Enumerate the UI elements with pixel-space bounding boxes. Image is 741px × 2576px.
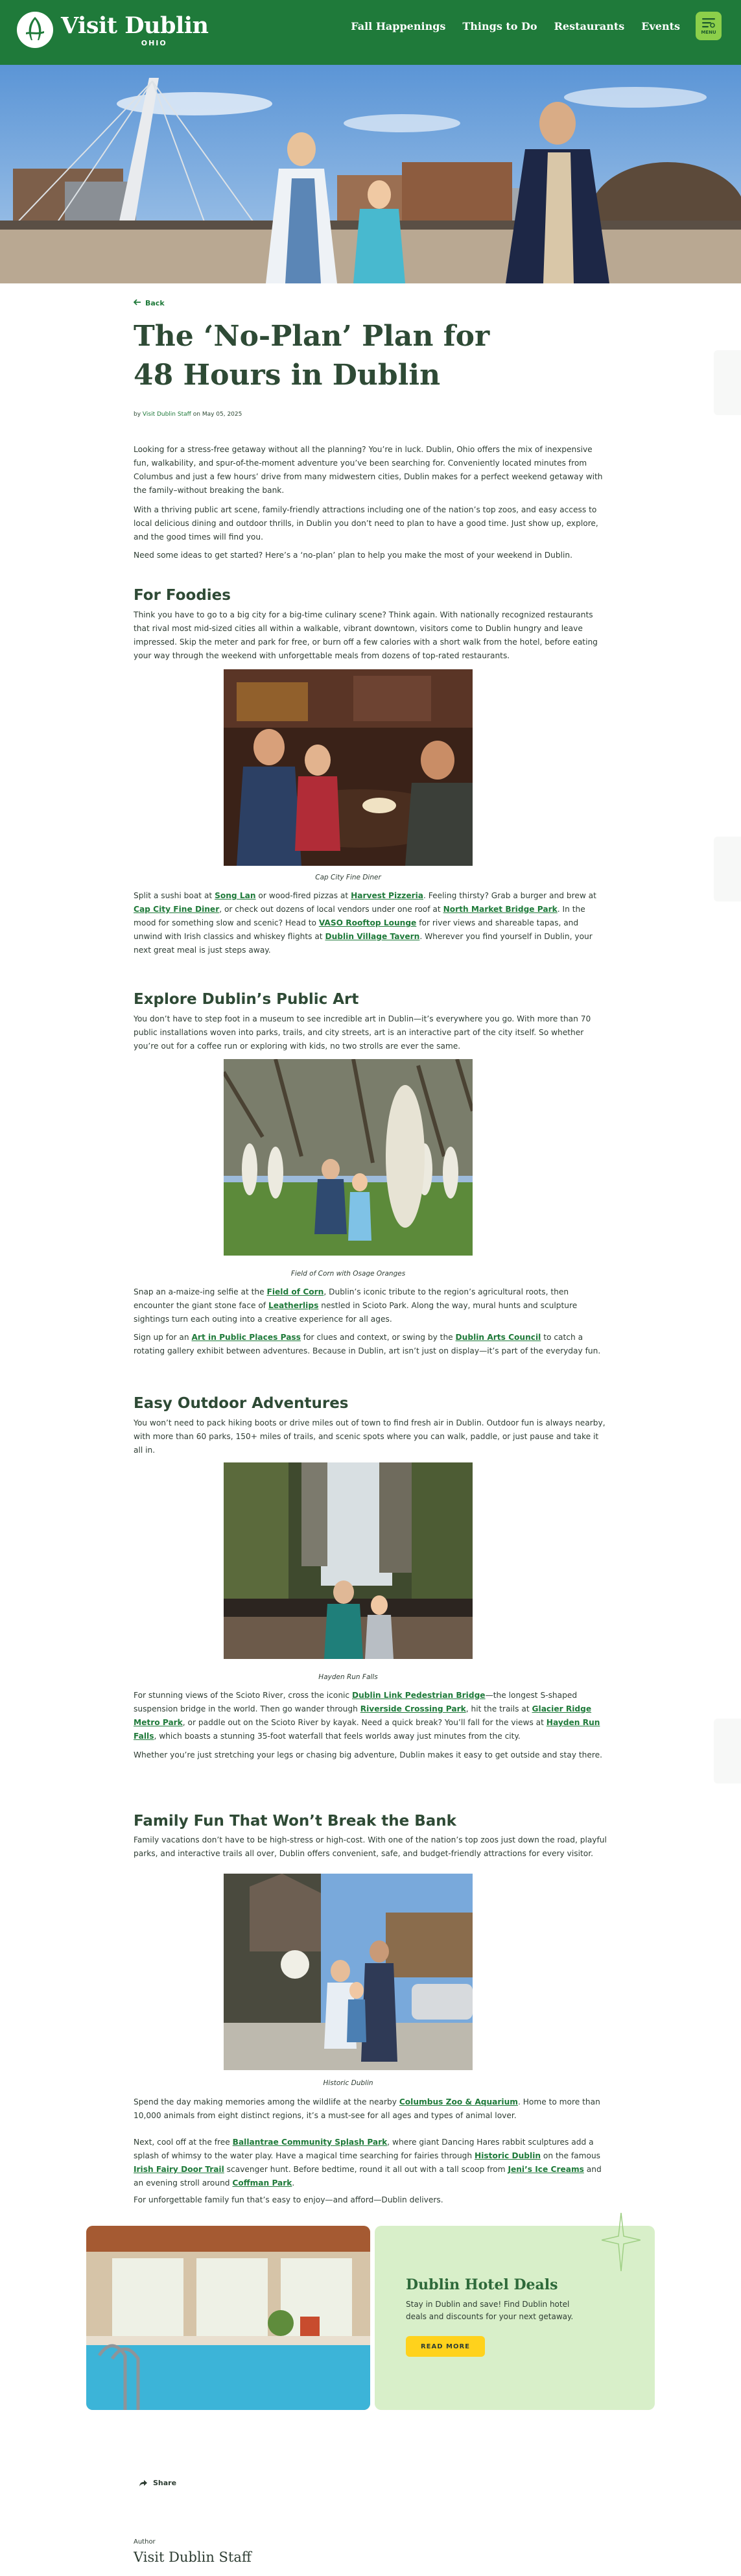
text-run: Split a sushi boat at <box>134 891 215 900</box>
art-paragraph-2 <box>134 1285 607 1326</box>
text-run: For stunning views of the Scioto River, cross the iconic <box>134 1691 353 1700</box>
intro-paragraph-1: Looking for a stress-free getaway without all the planning? You’re in luck. Dublin, Ohio offers the mix of inexpensive fun, walkability, and spur-of-the-moment adventure you’ve been searching for. Conveniently located minutes from Columbus and just a few hours’ drive from many midwestern cities, Dublin makes for a perfect weekend getaway with the family–without breaking the bank. <box>134 445 603 495</box>
caption-art: Field of Corn with Osage Oranges <box>290 1270 406 1278</box>
text-run: . In the mood for something slow and scenic? Head to <box>134 905 585 927</box>
logo-title: Visit Dublin <box>61 12 209 39</box>
link-dublin-arts-council[interactable]: Dublin Arts Council <box>455 1333 541 1342</box>
text-run: and an evening stroll around <box>134 2165 602 2188</box>
menu-button[interactable] <box>696 12 722 40</box>
section-heading-outdoor: Easy Outdoor Adventures <box>134 1395 349 1412</box>
link-riverside-crossing-park[interactable]: Riverside Crossing Park <box>360 1704 466 1713</box>
back-link[interactable] <box>134 299 165 307</box>
foodies-paragraph-1: Think you have to go to a big city for a big-time culinary scene? Think again. With nationally recognized restaurants that rival most mid-sized cities all within a walkable, vibrant downtown, visitors come to Dublin hungry and leave impressed. Skip the meter and park for free, or burn off a few calories with a short walk from the hotel, before eating your way through the weekend with unforgettable meals from dozens of top-rated restaurants. <box>134 610 598 660</box>
logo[interactable] <box>17 12 209 48</box>
text-run: . Wherever you find yourself in Dublin, your next great meal is just steps away. <box>134 932 593 955</box>
page-title: The ‘No-Plan’ Plan for 48 Hours in Dublin <box>134 320 490 392</box>
outdoor-paragraph-2 <box>134 1689 607 1743</box>
family-paragraph-3 <box>134 2136 607 2190</box>
text-run: or wood-fired pizzas at <box>255 891 351 900</box>
link-harvest-pizzeria[interactable]: Harvest Pizzeria <box>351 891 424 900</box>
text-run: , which boasts a stunning 35-foot waterfall that feels worlds away just minutes from the city. <box>154 1732 521 1741</box>
link-historic-dublin[interactable]: Historic Dublin <box>475 2151 541 2160</box>
intro-paragraph-3: Need some ideas to get started? Here’s a ‘no-plan’ plan to help you make the most of your weekend in Dublin. <box>134 551 572 560</box>
link-dublin-village-tavern[interactable]: Dublin Village Tavern <box>325 932 420 941</box>
text-run: —the longest S-shaped suspension bridge in the world. Then go wander through <box>134 1691 578 1713</box>
arrow-left-icon <box>134 299 141 307</box>
byline-author-link[interactable]: Visit Dublin Staff <box>142 411 191 418</box>
link-cap-city-fine-diner[interactable]: Cap City Fine Diner <box>134 905 220 914</box>
menu-icon <box>701 17 716 29</box>
promo-card <box>375 2226 655 2410</box>
text-run: scavenger hunt. Before bedtime, round it all out with a tall scoop from <box>224 2165 508 2174</box>
link-art-in-public-places-pass[interactable]: Art in Public Places Pass <box>191 1333 301 1342</box>
text-run: . <box>292 2178 295 2188</box>
family-paragraph-1: Family vacations don’t have to be high-stress or high-cost. With one of the nation’s top zoos just down the road, playful parks, and interactive trails all over, Dublin offers convenient, safe, and budget-friendly attractions for every visitor. <box>134 1835 607 1858</box>
read-more-button[interactable]: READ MORE <box>406 2336 485 2357</box>
promo-hotel-pool-image[interactable] <box>86 2226 370 2410</box>
text-run: Snap an a-maize-ing selfie at the <box>134 1287 267 1296</box>
text-run: for river views and shareable tapas, and unwind with Irish classics and whiskey flights at <box>134 918 579 941</box>
link-hayden-run-falls[interactable]: Hayden Run Falls <box>134 1718 600 1741</box>
link-columbus-zoo-aquarium[interactable]: Columbus Zoo & Aquarium <box>399 2097 518 2106</box>
text-run: Spend the day making memories among the wildlife at the nearby <box>134 2097 399 2106</box>
link-vaso-rooftop-lounge[interactable]: VASO Rooftop Lounge <box>318 918 417 927</box>
nav-fall-happenings[interactable]: Fall Happenings <box>351 20 446 32</box>
link-jenis-ice-creams[interactable]: Jeni’s Ice Creams <box>508 2165 584 2174</box>
text-run: , or paddle out on the Scioto River by kayak. Need a quick break? You’ll fall for the views at <box>182 1718 547 1727</box>
side-decoration <box>714 350 741 415</box>
nav-restaurants[interactable]: Restaurants <box>554 20 625 32</box>
text-run: Sign up for an <box>134 1333 192 1342</box>
foodies-paragraph-2 <box>134 889 607 957</box>
link-field-of-corn[interactable]: Field of Corn <box>266 1287 324 1296</box>
caption-foodies: Cap City Fine Diner <box>315 874 381 881</box>
text-run: . Home to more than 10,000 animals from eight distinct regions, it’s a must-see for all ages and types of animal lover. <box>134 2097 600 2120</box>
text-run: to catch a rotating gallery exhibit between adventures. Because in Dublin, art isn’t just on display—it’s part of the everyday fun. <box>134 1333 601 1355</box>
hero-image <box>0 65 741 283</box>
link-ballantrae-splash-park[interactable]: Ballantrae Community Splash Park <box>232 2138 388 2147</box>
family-paragraph-4: For unforgettable family fun that’s easy to enjoy—and afford—Dublin delivers. <box>134 2195 443 2204</box>
text-run: , Dublin’s iconic tribute to the region’s agricultural roots, then encounter the giant stone face of <box>134 1287 569 1310</box>
link-leatherlips[interactable]: Leatherlips <box>268 1301 319 1310</box>
section-heading-foodies: For Foodies <box>134 587 231 604</box>
share-button[interactable] <box>139 2479 176 2487</box>
text-run: . Feeling thirsty? Grab a burger and brew at <box>423 891 596 900</box>
family-paragraph-2 <box>134 2095 607 2123</box>
logo-mark-icon <box>17 12 53 48</box>
section-heading-family: Family Fun That Won’t Break the Bank <box>134 1813 456 1830</box>
main-nav <box>351 19 680 34</box>
text-run: Next, cool off at the free <box>134 2138 233 2147</box>
text-run: for clues and context, or swing by the <box>300 1333 456 1342</box>
text-run: on the famous <box>541 2151 601 2160</box>
outdoor-paragraph-1: You won’t need to pack hiking boots or drive miles out of town to find fresh air in Dublin. Outdoor fun is always nearby, with more than 60 parks, 150+ miles of trails, and scenic spots where you can walk, paddle, or just pause and take it all in. <box>134 1418 606 1455</box>
byline <box>134 411 242 418</box>
site-header <box>0 0 741 65</box>
byline-prefix: by <box>134 411 141 418</box>
link-north-market-bridge-park[interactable]: North Market Bridge Park <box>443 905 558 914</box>
caption-outdoor: Hayden Run Falls <box>318 1673 378 1681</box>
text-run: nestled in Scioto Park. Along the way, mural hunts and sculpture sightings turn each outing into a creative experience for all ages. <box>134 1301 578 1324</box>
photo-field-of-corn <box>224 1059 473 1256</box>
art-paragraph-1: You don’t have to step foot in a museum to see incredible art in Dublin—it’s everywhere you go. With more than 70 public installations woven into parks, trails, and city streets, art is an interactive part of the city itself. So whether you’re out for a coffee run or exploring with kids, no two strolls are ever the same. <box>134 1014 591 1051</box>
sparkle-icon <box>602 2213 641 2271</box>
byline-on: on <box>193 411 200 418</box>
link-song-lan[interactable]: Song Lan <box>215 891 256 900</box>
text-run: , or check out dozens of local vendors under one roof at <box>219 905 443 914</box>
section-heading-public-art: Explore Dublin’s Public Art <box>134 991 359 1008</box>
photo-cap-city-fine-diner <box>224 669 473 866</box>
link-glacier-ridge-metro-park[interactable]: Glacier Ridge Metro Park <box>134 1704 592 1727</box>
link-dublin-link-pedestrian-bridge[interactable]: Dublin Link Pedestrian Bridge <box>352 1691 486 1700</box>
caption-family: Historic Dublin <box>323 2079 373 2087</box>
link-irish-fairy-door-trail[interactable]: Irish Fairy Door Trail <box>134 2165 224 2174</box>
text-run: , hit the trails at <box>465 1704 532 1713</box>
author-label: Author <box>134 2538 156 2546</box>
nav-events[interactable]: Events <box>641 20 680 32</box>
share-label: Share <box>153 2479 177 2487</box>
photo-hayden-run-falls <box>224 1462 473 1659</box>
menu-label: MENU <box>701 30 716 35</box>
byline-date: May 05, 2025 <box>202 411 242 418</box>
author-name: Visit Dublin Staff <box>134 2549 252 2565</box>
promo-title: Dublin Hotel Deals <box>406 2276 558 2293</box>
side-decoration <box>714 837 741 901</box>
photo-historic-dublin <box>224 1874 473 2070</box>
logo-subtitle: OHIO <box>141 38 167 47</box>
side-decoration <box>714 1719 741 1783</box>
intro-paragraph-2: With a thriving public art scene, family-friendly attractions including one of the nation’s top zoos, and easy access to local delicious dining and outdoor thrills, in Dublin you don’t need to plan to have a good time. Just show up, explore, and the good times will find you. <box>134 505 598 542</box>
link-coffman-park[interactable]: Coffman Park <box>232 2178 292 2188</box>
text-run: , where giant Dancing Hares rabbit sculptures add a splash of whimsy to the water play. Have a magical time searching for fairies through <box>134 2138 594 2160</box>
nav-things-to-do[interactable]: Things to Do <box>462 20 537 32</box>
back-label: Back <box>145 299 165 307</box>
art-paragraph-3 <box>134 1331 607 1358</box>
share-icon <box>139 2479 148 2487</box>
outdoor-paragraph-3: Whether you’re just stretching your legs or chasing big adventure, Dublin makes it easy to get outside and stay there. <box>134 1750 602 1759</box>
promo-body: Stay in Dublin and save! Find Dublin hotel deals and discounts for your next getaway. <box>406 2300 574 2321</box>
